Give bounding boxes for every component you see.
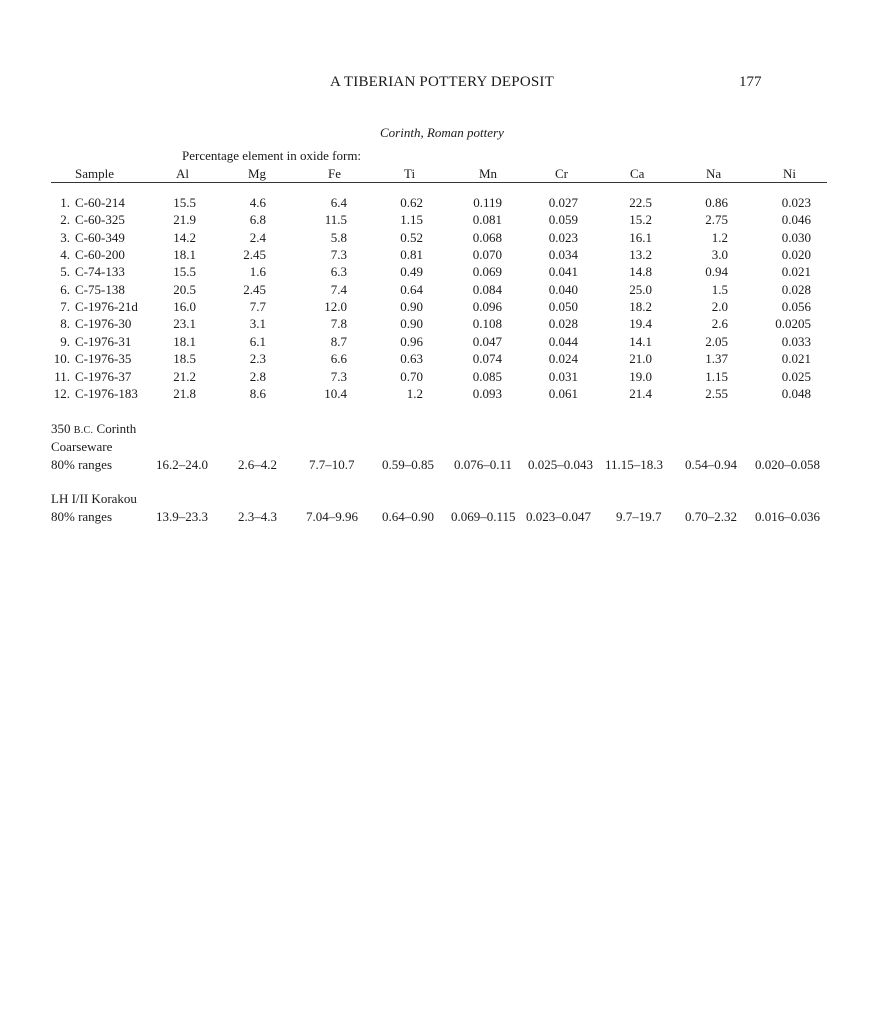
value-ti: 1.15	[400, 212, 423, 228]
value-ca: 16.1	[629, 229, 652, 245]
sample-id: C-60-214	[75, 195, 125, 210]
sample-id: C-1976-21d	[75, 299, 138, 315]
sample-id: C-1976-35	[75, 351, 132, 367]
value-mg: 2.8	[249, 368, 266, 384]
range-ni: 0.020–0.058	[755, 457, 820, 472]
value-ca: 13.2	[629, 247, 652, 263]
sample-id: C-1976-30	[75, 316, 132, 332]
value-ca: 21.0	[629, 351, 652, 367]
value-ni: 0.023	[781, 195, 811, 210]
page-number: 177	[739, 74, 762, 90]
column-header-ti: Ti	[404, 166, 416, 181]
value-ni: 0.048	[781, 385, 811, 401]
range-mg: 2.3–4.3	[238, 509, 277, 524]
value-al: 18.1	[173, 333, 196, 349]
running-title: A TIBERIAN POTTERY DEPOSIT	[330, 74, 554, 90]
row-number: 7.	[60, 299, 70, 315]
range-ca: 9.7–19.7	[616, 509, 662, 524]
row-number: 9.	[60, 333, 70, 349]
value-al: 20.5	[173, 281, 196, 297]
value-ti: 0.81	[400, 247, 423, 263]
value-cr: 0.040	[548, 281, 578, 297]
sample-id: C-74-133	[75, 264, 125, 280]
row-number: 4.	[60, 247, 70, 263]
table-caption: Corinth, Roman pottery	[380, 125, 504, 140]
value-mg: 3.1	[249, 316, 266, 332]
group-350bc-title	[51, 421, 136, 439]
value-mn: 0.108	[472, 316, 502, 332]
row-number: 5.	[60, 264, 70, 280]
value-fe: 6.3	[330, 264, 347, 280]
value-mn: 0.084	[472, 281, 502, 297]
value-ti: 0.96	[400, 333, 423, 349]
value-al: 16.0	[173, 299, 196, 315]
range-mn: 0.069–0.115	[451, 509, 516, 524]
value-fe: 12.0	[324, 299, 347, 315]
value-mn: 0.069	[472, 264, 502, 280]
range-al: 16.2–24.0	[156, 457, 208, 472]
value-ti: 0.90	[400, 299, 423, 315]
value-ni: 0.028	[781, 281, 811, 297]
value-mg: 4.6	[249, 195, 266, 210]
value-na: 2.0	[711, 299, 728, 315]
range-cr: 0.023–0.047	[526, 509, 591, 524]
value-al: 18.5	[173, 351, 196, 367]
value-na: 0.86	[705, 195, 728, 210]
value-fe: 6.4	[330, 195, 347, 210]
value-al: 15.5	[173, 264, 196, 280]
column-header-al: Al	[176, 166, 189, 181]
value-ca: 25.0	[629, 281, 652, 297]
value-mn: 0.047	[472, 333, 502, 349]
row-number: 11.	[54, 368, 70, 384]
value-fe: 7.4	[330, 281, 347, 297]
value-al: 18.1	[173, 247, 196, 263]
value-na: 0.94	[705, 264, 728, 280]
column-header-fe: Fe	[328, 166, 341, 181]
value-mn: 0.119	[473, 195, 502, 210]
value-fe: 7.3	[330, 247, 347, 263]
value-mg: 2.4	[249, 229, 266, 245]
value-mg: 6.8	[249, 212, 266, 228]
value-mn: 0.093	[472, 385, 502, 401]
value-ti: 0.52	[400, 229, 423, 245]
sample-id: C-60-200	[75, 247, 125, 263]
value-na: 2.6	[711, 316, 728, 332]
value-cr: 0.044	[548, 333, 578, 349]
value-fe: 7.3	[330, 368, 347, 384]
group-350bc-place: Corinth	[96, 421, 137, 436]
value-na: 2.55	[705, 385, 728, 401]
value-ti: 0.62	[400, 195, 423, 210]
value-al: 14.2	[173, 229, 196, 245]
value-ti: 0.64	[400, 281, 423, 297]
value-cr: 0.061	[548, 385, 578, 401]
value-al: 21.8	[173, 385, 196, 401]
column-header-na: Na	[706, 166, 722, 181]
value-mn: 0.081	[472, 212, 502, 228]
column-header-cr: Cr	[555, 166, 568, 181]
range-mn: 0.076–0.11	[454, 457, 513, 472]
sample-id: C-75-138	[75, 281, 125, 297]
group-350bc-year: 350	[51, 421, 71, 436]
row-number: 1.	[60, 195, 70, 210]
value-na: 2.05	[705, 333, 728, 349]
range-ni: 0.016–0.036	[755, 509, 820, 524]
row-number: 12.	[53, 385, 70, 401]
header-rule	[51, 182, 827, 183]
value-ti: 0.70	[400, 368, 423, 384]
range-cr: 0.025–0.043	[528, 457, 593, 472]
value-fe: 10.4	[324, 385, 347, 401]
column-header-mg: Mg	[248, 166, 267, 181]
value-ca: 18.2	[629, 299, 652, 315]
value-mg: 7.7	[249, 299, 266, 315]
value-na: 1.5	[711, 281, 728, 297]
group-350bc-range-label: 80% ranges	[51, 457, 113, 472]
value-ni: 0.0205	[775, 316, 811, 332]
value-al: 21.2	[173, 368, 196, 384]
value-al: 15.5	[173, 195, 196, 210]
value-ti: 0.63	[400, 351, 423, 367]
value-mg: 6.1	[249, 333, 266, 349]
range-fe: 7.04–9.96	[306, 509, 358, 524]
value-fe: 8.7	[330, 333, 347, 349]
value-cr: 0.041	[548, 264, 578, 280]
group-350bc-subtitle: Coarseware	[51, 439, 113, 454]
value-fe: 11.5	[324, 212, 347, 228]
value-mg: 2.3	[249, 351, 266, 367]
value-cr: 0.034	[548, 247, 578, 263]
value-ni: 0.046	[781, 212, 811, 228]
value-mn: 0.096	[472, 299, 502, 315]
range-al: 13.9–23.3	[156, 509, 208, 524]
value-mg: 2.45	[243, 247, 266, 263]
value-ca: 19.4	[629, 316, 652, 332]
value-ca: 22.5	[629, 195, 652, 210]
value-na: 1.37	[705, 351, 728, 367]
table-subcaption: Percentage element in oxide form:	[182, 148, 362, 163]
value-ni: 0.056	[781, 299, 811, 315]
value-na: 1.15	[705, 368, 728, 384]
row-number: 6.	[60, 281, 70, 297]
group-lh-range-label: 80% ranges	[51, 509, 113, 524]
value-ti: 1.2	[406, 385, 423, 401]
value-cr: 0.059	[548, 212, 578, 228]
value-ni: 0.020	[781, 247, 811, 263]
value-ca: 19.0	[629, 368, 652, 384]
value-fe: 7.8	[330, 316, 347, 332]
sample-id: C-60-349	[75, 229, 125, 245]
column-header-ni: Ni	[783, 166, 796, 181]
value-ni: 0.021	[781, 351, 811, 367]
range-ti: 0.64–0.90	[382, 509, 434, 524]
value-mn: 0.068	[472, 229, 502, 245]
value-ni: 0.030	[781, 229, 811, 245]
range-ca: 11.15–18.3	[605, 457, 664, 472]
value-mg: 2.45	[243, 281, 266, 297]
range-na: 0.70–2.32	[685, 509, 737, 524]
value-ti: 0.90	[400, 316, 423, 332]
value-cr: 0.023	[548, 229, 578, 245]
value-cr: 0.028	[548, 316, 578, 332]
column-header-mn: Mn	[479, 166, 498, 181]
value-ti: 0.49	[400, 264, 423, 280]
range-ti: 0.59–0.85	[382, 457, 434, 472]
group-350bc-era: B.C.	[73, 425, 94, 436]
value-mg: 1.6	[249, 264, 266, 280]
row-number: 10.	[53, 351, 70, 367]
value-ca: 14.8	[629, 264, 652, 280]
value-ca: 15.2	[629, 212, 652, 228]
value-na: 3.0	[711, 247, 728, 263]
value-mn: 0.074	[472, 351, 502, 367]
value-fe: 6.6	[330, 351, 347, 367]
range-mg: 2.6–4.2	[238, 457, 277, 472]
sample-id: C-1976-183	[75, 385, 138, 401]
value-cr: 0.031	[548, 368, 578, 384]
sample-id: C-1976-31	[75, 333, 132, 349]
value-cr: 0.024	[548, 351, 578, 367]
value-fe: 5.8	[330, 229, 347, 245]
value-ca: 21.4	[629, 385, 652, 401]
sample-id: C-1976-37	[75, 368, 132, 384]
value-mn: 0.070	[472, 247, 502, 263]
value-al: 23.1	[173, 316, 196, 332]
row-number: 8.	[60, 316, 70, 332]
value-mg: 8.6	[249, 385, 266, 401]
range-fe: 7.7–10.7	[309, 457, 355, 472]
value-na: 2.75	[705, 212, 728, 228]
value-ni: 0.025	[781, 368, 811, 384]
value-ni: 0.021	[781, 264, 811, 280]
row-number: 2.	[60, 212, 70, 228]
column-header-sample: Sample	[75, 166, 114, 181]
sample-id: C-60-325	[75, 212, 125, 228]
value-ni: 0.033	[781, 333, 811, 349]
value-ca: 14.1	[629, 333, 652, 349]
value-cr: 0.027	[548, 195, 578, 210]
running-head	[0, 74, 875, 96]
value-al: 21.9	[173, 212, 196, 228]
range-na: 0.54–0.94	[685, 457, 737, 472]
group-lh-title: LH I/II Korakou	[51, 491, 137, 506]
value-mn: 0.085	[472, 368, 502, 384]
value-na: 1.2	[711, 229, 728, 245]
row-number: 3.	[60, 229, 70, 245]
value-cr: 0.050	[548, 299, 578, 315]
column-header-ca: Ca	[630, 166, 645, 181]
